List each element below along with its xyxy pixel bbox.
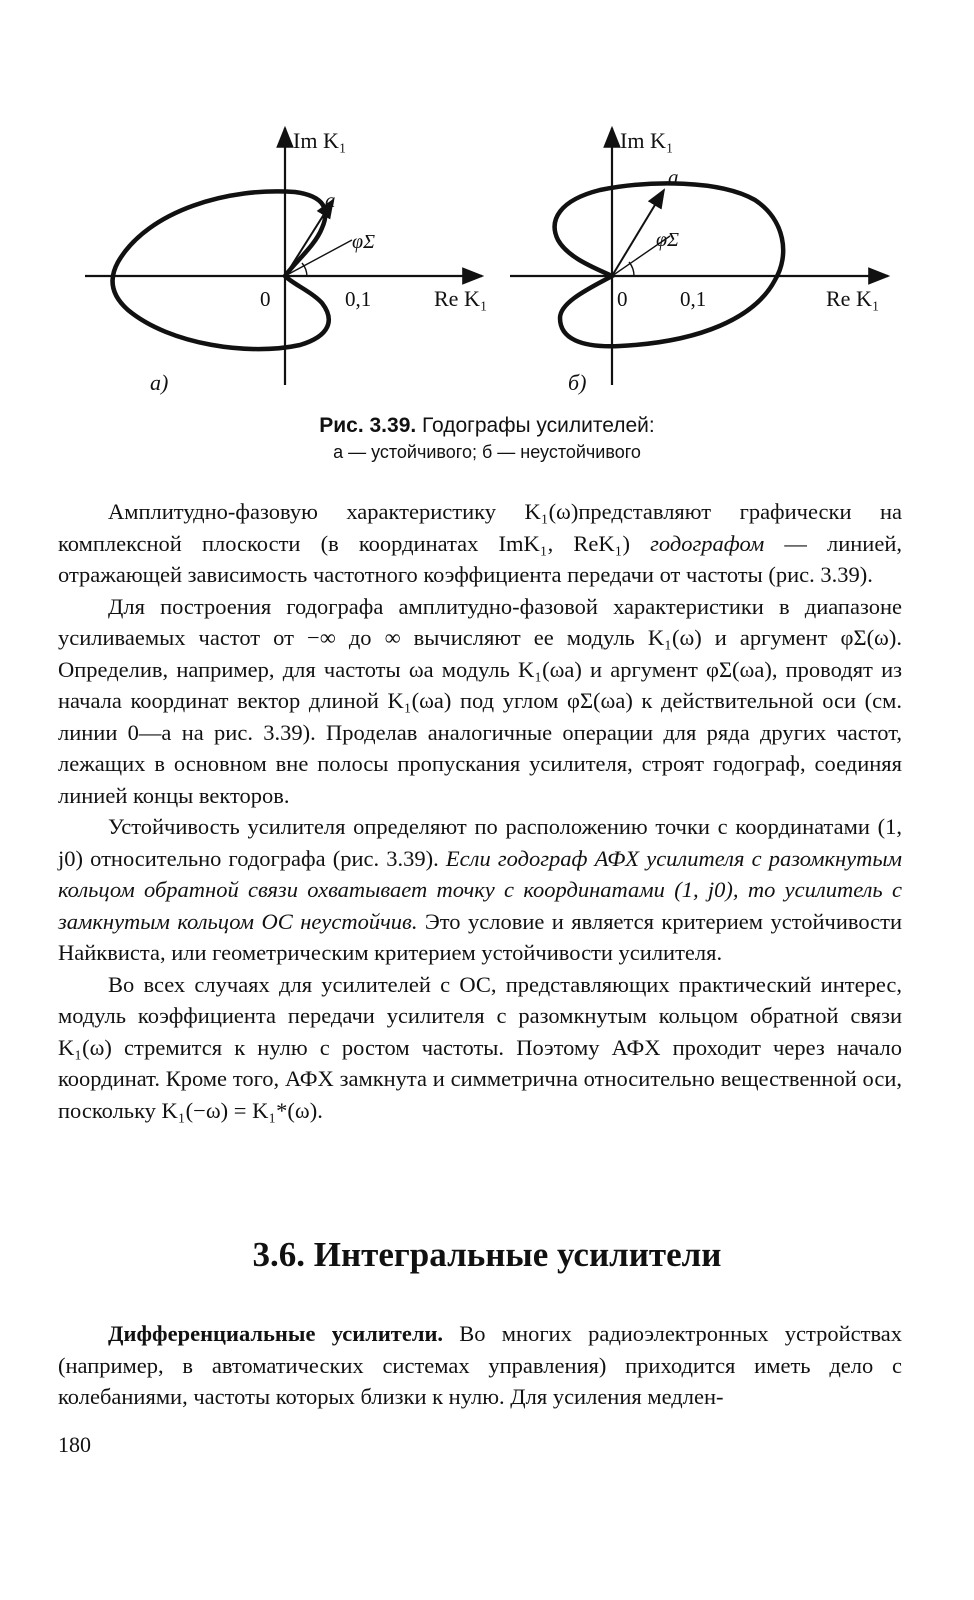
tick-label-left: 0,1 — [345, 287, 372, 311]
paragraph-1 — [58, 496, 902, 591]
figure-number: Рис. 3.39. — [319, 414, 417, 437]
main-text — [58, 496, 902, 1126]
vector-label-right: a — [668, 165, 679, 189]
hodograph-unstable — [510, 128, 888, 395]
figure-caption-title — [0, 414, 974, 438]
paragraph-3-part-a: Устойчивость усилителя определяют по расположению точки с координатами (1, j0) относительно годографа (рис. 3.39). — [58, 814, 902, 871]
hodograph-curve-right — [555, 183, 784, 346]
figure-title: Годографы усилителей: — [416, 414, 655, 437]
paragraph-3 — [58, 811, 902, 969]
paragraph-3-part-b: Это условие и является критерием устойчивости Найквиста, или геометрическим критерием устойчивости усилителя. — [58, 908, 902, 965]
hodograph-stable — [85, 128, 488, 395]
angle-arc-right — [629, 262, 634, 276]
y-axis-label-right: Im K₁ — [620, 128, 674, 153]
section-heading: 3.6. Интегральные усилители — [252, 1235, 722, 1274]
panel-label-left: а) — [150, 370, 169, 395]
section-paragraph — [58, 1318, 902, 1413]
x-axis-label-left: Re K₁ — [434, 286, 488, 311]
origin-label-left: 0 — [260, 287, 271, 311]
paragraph-2: Для построения годографа амплитудно-фазовой характеристики в диапазоне усиливаемых частот от −∞ до ∞ вычисляют ее модуль K₁(ω) и аргумент φΣ(ω). Определив, например, для частоты ωa модуль K₁(ωa) и аргумент φΣ(ωa), проводят из начала координат вектор длиной K₁(ωa) под углом φΣ(ωa) к действительной оси (см. линии 0—a на рис. 3.39). Проделав аналогичные операции для ряда других частот, лежащих в основном вне полосы пропускания усилителя, строят годограф, соединяя линией концы векторов. — [58, 593, 902, 808]
section-text — [58, 1318, 902, 1413]
page-number: 180 — [58, 1432, 91, 1457]
figure-3-39 — [0, 0, 974, 410]
paragraph-1-emphasis: годографом — [650, 530, 765, 556]
angle-ray-left — [285, 240, 352, 276]
paragraph-1-part-a: Амплитудно-фазовую характеристику K₁(ω)представляют графически на комплексной плоскости (в координатах ImK₁, ReK₁) — [58, 499, 902, 556]
section-paragraph-text: Во многих радиоэлектронных устройствах (например, в автоматических системах управления) приходится иметь дело с колебаниями, частоты которых близки к нулю. Для усиления медлен- — [58, 1321, 903, 1409]
section-paragraph-lead: Дифференциальные усилители. — [108, 1321, 444, 1346]
paragraph-1-part-b: — линией, отражающей зависимость частотного коэффициента передачи от частоты (рис. 3.39). — [58, 530, 902, 587]
paragraph-4: Во всех случаях для усилителей с ОС, представляющих практический интерес, модуль коэффициента передачи усилителя с разомкнутым кольцом обратной связи K₁(ω) стремится к нулю с ростом частоты. Поэтому АФХ проходит через начало координат. Кроме того, АФХ замкнута и симметрична относительно вещественной оси, поскольку K₁(−ω) = K₁*(ω). — [58, 971, 902, 1123]
paragraph-3-emphasis: Если годограф АФХ усилителя с разомкнутым кольцом обратной связи охватывает точку с координатами (1, j0), то усилитель с замкнутым кольцом ОС неустойчив. — [58, 845, 902, 934]
origin-label-right: 0 — [617, 287, 628, 311]
panel-label-right: б) — [568, 370, 587, 395]
angle-label-left: φΣ — [352, 231, 375, 253]
figure-caption-subtitle: а — устойчивого; б — неустойчивого — [333, 442, 641, 462]
angle-label-right: φΣ — [656, 229, 679, 251]
vector-label-left: a — [325, 188, 336, 212]
tick-label-right: 0,1 — [680, 287, 707, 311]
y-axis-label-left: Im K₁ — [293, 128, 347, 153]
x-axis-label-right: Re K₁ — [826, 286, 880, 311]
